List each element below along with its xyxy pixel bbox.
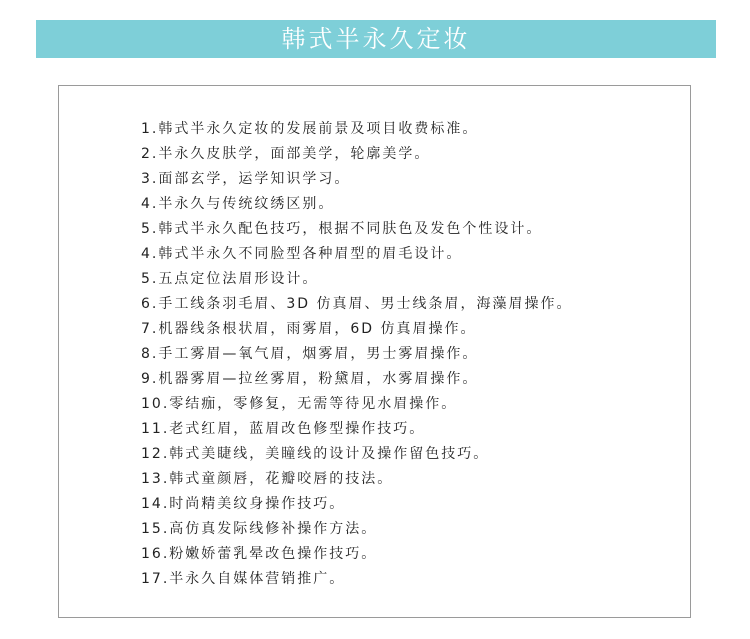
- title-banner: [36, 20, 716, 58]
- list-item: 11.老式红眉，蓝眉改色修型操作技巧。: [141, 421, 426, 437]
- list-item: 7.机器线条根状眉，雨雾眉，6D 仿真眉操作。: [141, 321, 477, 337]
- list-item: 2.半永久皮肤学，面部美学，轮廓美学。: [141, 146, 431, 162]
- course-content-box: [58, 85, 691, 618]
- list-item: 8.手工雾眉—氧气眉，烟雾眉，男士雾眉操作。: [141, 346, 479, 362]
- list-item: 4.韩式半永久不同脸型各种眉型的眉毛设计。: [141, 246, 463, 262]
- list-item: 17.半永久自媒体营销推广。: [141, 571, 346, 587]
- list-item: 5.韩式半永久配色技巧，根据不同肤色及发色个性设计。: [141, 221, 543, 237]
- list-item: 6.手工线条羽毛眉、3D 仿真眉、男士线条眉，海藻眉操作。: [141, 296, 573, 312]
- list-item: 1.韩式半永久定妆的发展前景及项目收费标准。: [141, 121, 479, 137]
- page-title: 韩式半永久定妆: [281, 25, 471, 53]
- course-item-list: [141, 117, 573, 592]
- list-item: 9.机器雾眉—拉丝雾眉，粉黛眉，水雾眉操作。: [141, 371, 479, 387]
- list-item: 10.零结痂，零修复，无需等待见水眉操作。: [141, 396, 458, 412]
- list-item: 12.韩式美睫线，美瞳线的设计及操作留色技巧。: [141, 446, 490, 462]
- list-item: 15.高仿真发际线修补操作方法。: [141, 521, 378, 537]
- list-item: 16.粉嫩娇蕾乳晕改色操作技巧。: [141, 546, 378, 562]
- list-item: 3.面部玄学，运学知识学习。: [141, 171, 351, 187]
- list-item: 4.半永久与传统纹绣区别。: [141, 196, 335, 212]
- list-item: 5.五点定位法眉形设计。: [141, 271, 319, 287]
- list-item: 14.时尚精美纹身操作技巧。: [141, 496, 346, 512]
- list-item: 13.韩式童颜唇，花瓣咬唇的技法。: [141, 471, 394, 487]
